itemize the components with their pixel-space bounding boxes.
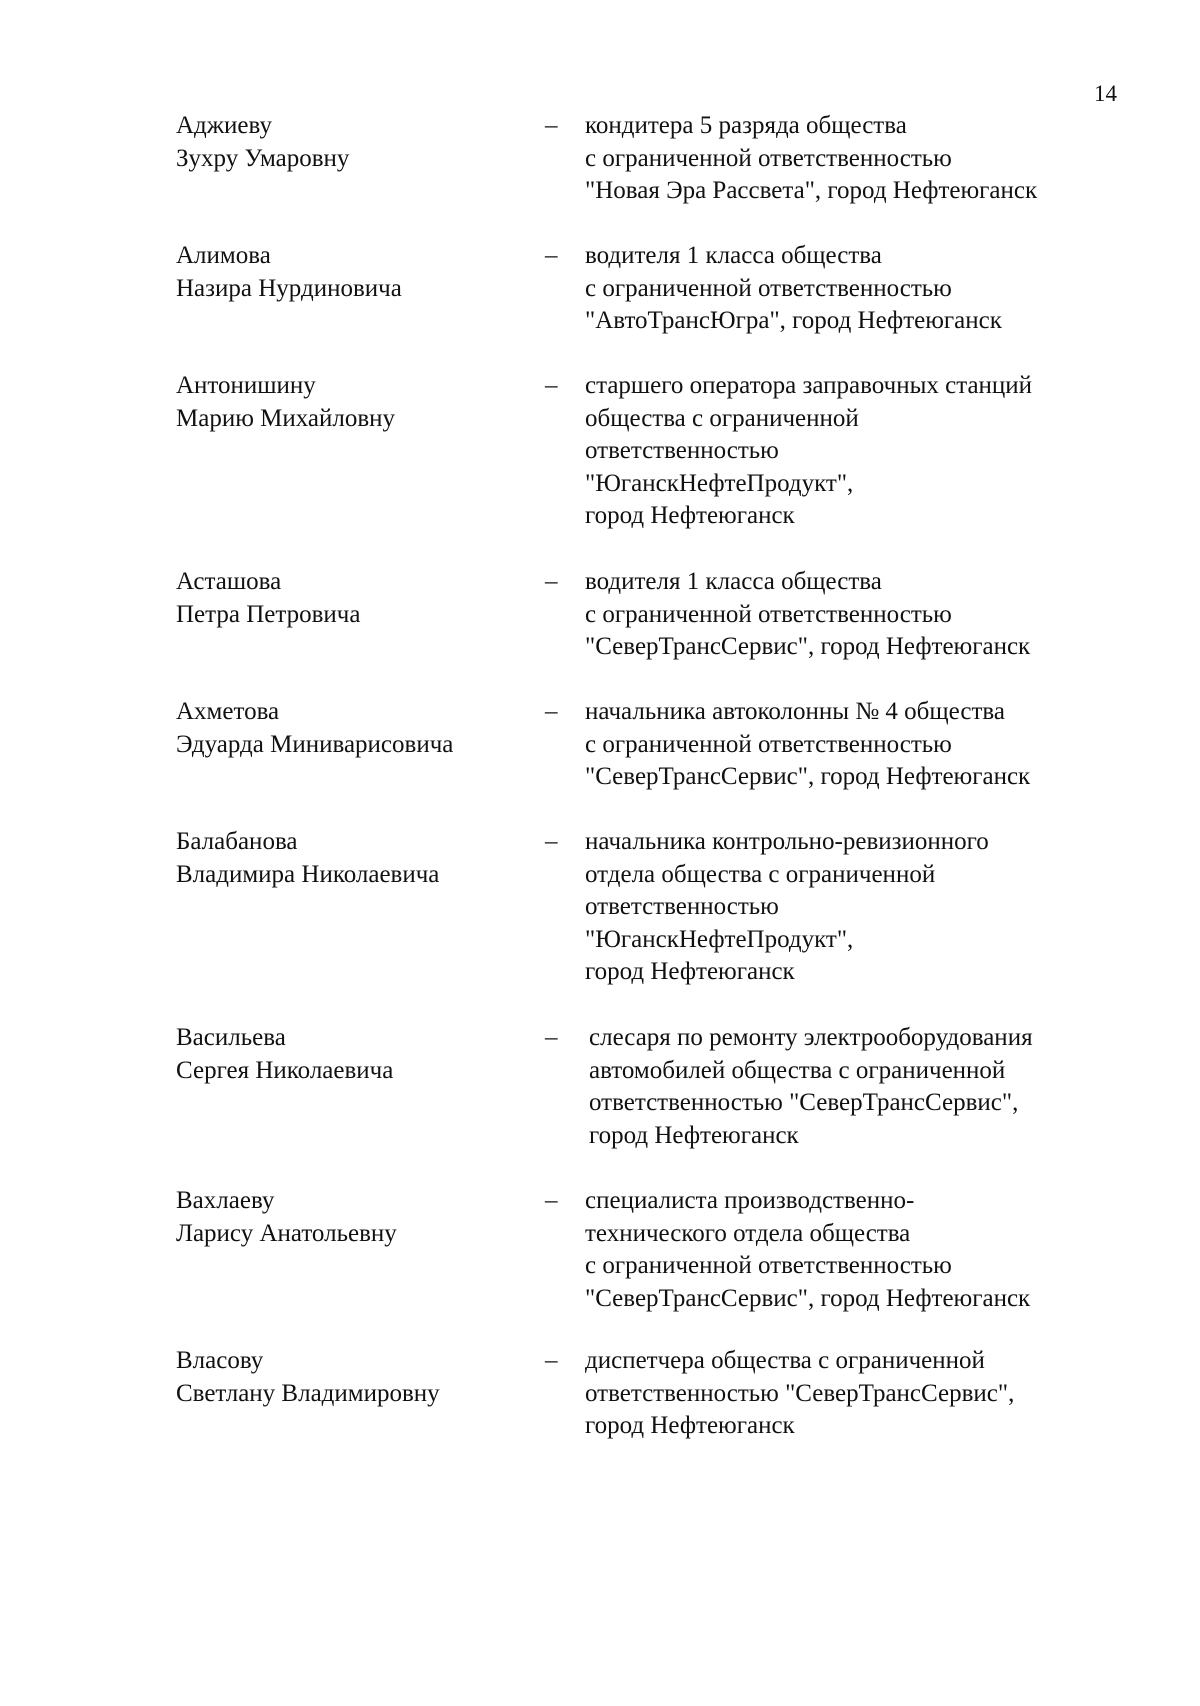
given-name: Светлану Владимировну xyxy=(176,1379,440,1407)
description-line: город Нефтеюганск xyxy=(585,1412,795,1439)
description-line: старшего оператора заправочных станций xyxy=(585,372,1033,399)
list-item xyxy=(0,566,1200,696)
description-line: ответственностью xyxy=(585,893,779,920)
person-name xyxy=(176,1345,536,1410)
description-line: город Нефтеюганск xyxy=(589,1121,799,1149)
position-description xyxy=(585,826,1145,989)
description-line: специалиста производственно- xyxy=(585,1187,915,1214)
description-line: ответственностью xyxy=(585,437,779,464)
person-name xyxy=(176,566,536,631)
list-item xyxy=(0,1185,1200,1345)
dash-separator: – xyxy=(545,1347,558,1374)
description-line: отдела общества с ограниченной xyxy=(585,860,936,888)
page-number: 14 xyxy=(1094,81,1117,106)
list-item xyxy=(0,110,1200,240)
description-line: начальника контрольно-ревизионного xyxy=(585,828,989,855)
person-name xyxy=(176,110,536,175)
description-line: с ограниченной ответственностью xyxy=(585,1252,952,1279)
description-line: "СеверТрансСервис", город Нефтеюганск xyxy=(585,763,1031,790)
given-name: Ларису Анатольевну xyxy=(176,1219,397,1247)
dash-separator: – xyxy=(545,828,558,855)
description-line: общества с ограниченной xyxy=(585,404,859,432)
description-line: ответственностью "СеверТрансСервис", xyxy=(585,1379,1015,1407)
dash-separator: – xyxy=(545,698,558,725)
description-line: водителя 1 класса общества xyxy=(585,568,882,595)
description-line: "СеверТрансСервис", город Нефтеюганск xyxy=(585,1284,1031,1312)
description-line: "ЮганскНефтеПродукт", xyxy=(585,925,854,953)
description-line: технического отдела общества xyxy=(585,1219,911,1247)
position-description xyxy=(589,1022,1149,1152)
person-name xyxy=(176,370,536,435)
description-line: с ограниченной ответственностью xyxy=(585,600,952,628)
given-name: Назира Нурдиновича xyxy=(176,274,402,302)
surname: Алимова xyxy=(176,242,271,269)
person-name xyxy=(176,240,536,305)
surname: Васильева xyxy=(176,1024,286,1051)
dash-separator: – xyxy=(545,242,558,269)
surname: Асташова xyxy=(176,568,282,595)
surname: Балабанова xyxy=(176,828,298,855)
dash-separator: – xyxy=(545,568,558,595)
list-item xyxy=(0,240,1200,370)
position-description xyxy=(585,696,1145,794)
dash-separator: – xyxy=(545,1187,558,1214)
list-item xyxy=(0,826,1200,1022)
description-line: слесаря по ремонту электрооборудования xyxy=(589,1024,1033,1051)
given-name: Марию Михайловну xyxy=(176,404,396,432)
person-name xyxy=(176,696,536,761)
description-line: автомобилей общества с ограниченной xyxy=(589,1056,1006,1084)
description-line: начальника автоколонны № 4 общества xyxy=(585,698,1005,725)
description-line: с ограниченной ответственностью xyxy=(585,144,952,172)
description-line: с ограниченной ответственностью xyxy=(585,730,952,758)
person-name xyxy=(176,1022,536,1087)
person-name xyxy=(176,826,536,891)
list-item xyxy=(0,696,1200,826)
description-line: город Нефтеюганск xyxy=(585,958,795,985)
description-line: "АвтоТрансЮгра", город Нефтеюганск xyxy=(585,307,1002,334)
surname: Аджиеву xyxy=(176,112,272,139)
given-name: Зухру Умаровну xyxy=(176,144,350,172)
description-line: "ЮганскНефтеПродукт", xyxy=(585,469,854,497)
description-line: "СеверТрансСервис", город Нефтеюганск xyxy=(585,633,1031,660)
person-name xyxy=(176,1185,536,1250)
surname: Власову xyxy=(176,1347,264,1374)
award-list xyxy=(0,110,1200,1445)
position-description xyxy=(585,240,1145,338)
position-description xyxy=(585,566,1145,664)
description-line: ответственностью "СеверТрансСервис", xyxy=(589,1089,1019,1116)
given-name: Петра Петровича xyxy=(176,600,361,628)
given-name: Владимира Николаевича xyxy=(176,860,440,888)
description-line: "Новая Эра Рассвета", город Нефтеюганск xyxy=(585,177,1038,204)
surname: Ахметова xyxy=(176,698,280,725)
surname: Антонишину xyxy=(176,372,316,399)
description-line: город Нефтеюганск xyxy=(585,502,795,529)
list-item xyxy=(0,1022,1200,1185)
dash-separator: – xyxy=(545,1024,558,1051)
description-line: диспетчера общества с ограниченной xyxy=(585,1347,985,1374)
list-item xyxy=(0,370,1200,566)
given-name: Сергея Николаевича xyxy=(176,1056,394,1084)
list-item xyxy=(0,1345,1200,1445)
position-description xyxy=(585,1345,1145,1443)
description-line: кондитера 5 разряда общества xyxy=(585,112,907,139)
dash-separator: – xyxy=(545,372,558,399)
surname: Вахлаеву xyxy=(176,1187,275,1214)
description-line: с ограниченной ответственностью xyxy=(585,274,952,302)
position-description xyxy=(585,1185,1145,1315)
given-name: Эдуарда Миниварисовича xyxy=(176,730,454,758)
position-description xyxy=(585,110,1145,208)
position-description xyxy=(585,370,1145,533)
dash-separator: – xyxy=(545,112,558,139)
description-line: водителя 1 класса общества xyxy=(585,242,882,269)
